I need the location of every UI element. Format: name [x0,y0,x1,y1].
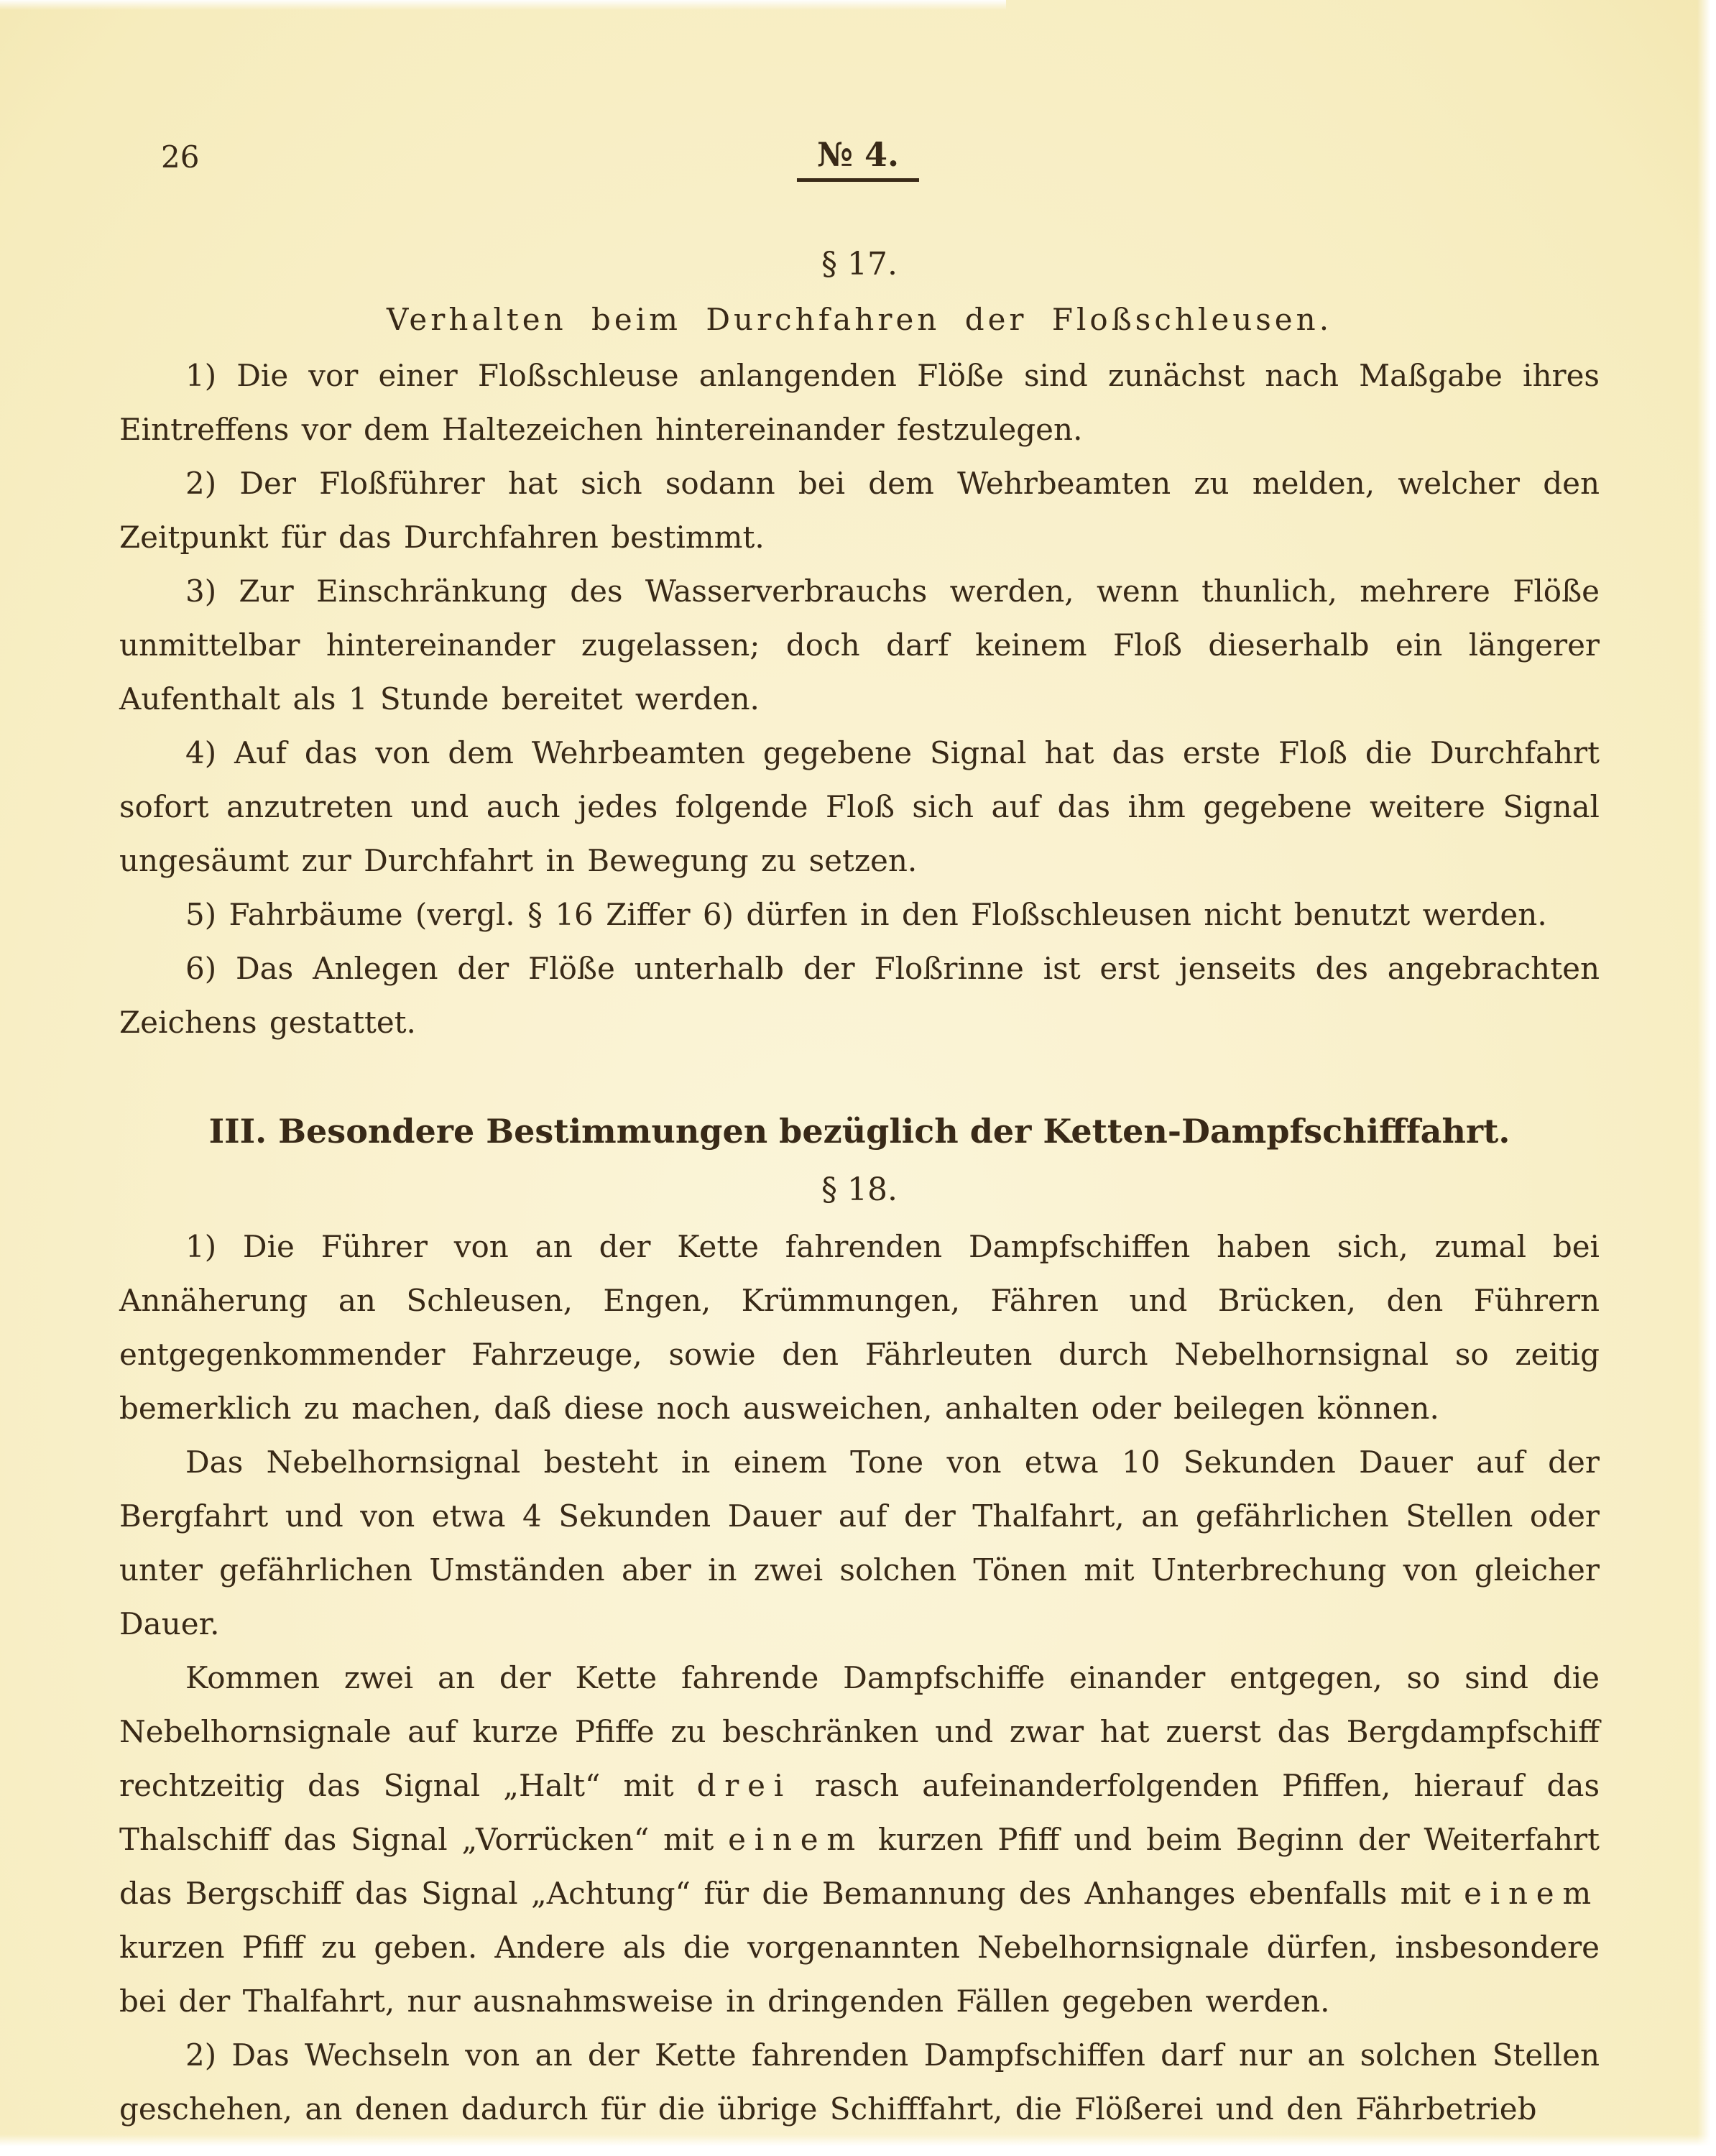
paragraph: 1) Die vor einer Floßschleuse anlangenden Flöße sind zunächst nach Maßgabe ihres Eintreffens vor dem Haltezeichen hintereinander festzulegen. [119,358,1600,447]
paragraph-segment: Kommen zwei an der Kette fahrende Dampfschiffe einander entgegen, so sind die Nebelhornsignale auf kurze Pfiffe zu beschränken und zwar hat zuerst das Bergdampfschiff rechtzeitig das Signal „Halt“ mit [119,1660,1600,1803]
paragraph-segment: kurzen Pfiff und beim Beginn der Weiterfahrt das Bergschiff das Signal „Achtung“ für die Bemannung des Anhanges ebenfalls mit [119,1822,1600,1911]
section-3-heading: III. Besondere Bestimmungen bezüglich der Ketten-Dampfschifffahrt. [208,1112,1510,1151]
page-number: 26 [161,139,200,175]
section-17-label: § 17. [821,246,898,282]
emphasized-word: einem [728,1822,864,1857]
paragraph: 2) Das Wechseln von an der Kette fahrenden Dampfschiffen darf nur an solchen Stellen geschehen, an denen dadurch für die übrige Schifffahrt, die Flößerei und den Fährbetrieb [119,2037,1600,2127]
paragraph [119,1651,1600,2028]
scan-edge-bottom [0,2134,1716,2156]
emphasized-word: einem [1464,1876,1600,1911]
paragraph: Das Nebelhornsignal besteht in einem Tone von etwa 10 Sekunden Dauer auf der Bergfahrt und von etwa 4 Sekunden Dauer auf der Thalfahrt, an gefährlichen Stellen oder unter gefährlichen Umständen aber in zwei solchen Tönen mit Unterbrechung von gleicher Dauer. [119,1445,1600,1641]
emphasized-word: drei [696,1768,792,1803]
paragraph: 4) Auf das von dem Wehrbeamten gegebene Signal hat das erste Floß die Durchfahrt sofort anzutreten und auch jedes folgende Floß sich auf das ihm gegebene weitere Signal ungesäumt zur Durchfahrt in Bewegung zu setzen. [119,735,1600,878]
masthead [0,0,1716,237]
paragraph-segment: kurzen Pfiff zu geben. Andere als die vorgenannten Nebelhornsignale dürfen, insbesondere bei der Thalfahrt, nur ausnahmsweise in dringenden Fällen gegeben werden. [119,1930,1600,2019]
paragraph: 5) Fahrbäume (vergl. § 16 Ziffer 6) dürfen in den Floßschleusen nicht benutzt werden. [185,897,1547,932]
page-content [0,237,1716,2136]
section-17-title: Verhalten beim Durchfahren der Floßschleusen. [386,302,1333,337]
paragraph: 6) Das Anlegen der Flöße unterhalb der Floßrinne ist erst jenseits des angebrachten Zeichens gestattet. [119,951,1600,1040]
section-18-label: § 18. [821,1171,898,1208]
issue-header: № 4. [797,138,919,182]
paragraph-segment: rasch aufeinanderfolgenden Pfiffen, hierauf das Thalschiff das Signal „Vorrücken“ mit [119,1768,1600,1857]
paragraph: 1) Die Führer von an der Kette fahrenden Dampfschiffen haben sich, zumal bei Annäherung an Schleusen, Engen, Krümmungen, Fähren und Brücken, den Führern entgegenkommender Fahrzeuge, sowie den Fährleuten durch Nebelhornsignal so zeitig bemerklich zu machen, daß diese noch ausweichen, anhalten oder beilegen können. [119,1229,1600,1426]
paragraph: 3) Zur Einschränkung des Wasserverbrauchs werden, wenn thunlich, mehrere Flöße unmittelbar hintereinander zugelassen; doch darf keinem Floß dieserhalb ein längerer Aufenthalt als 1 Stunde bereitet werden. [119,573,1600,717]
paragraph: 2) Der Floßführer hat sich sodann bei dem Wehrbeamten zu melden, welcher den Zeitpunkt für das Durchfahren bestimmt. [119,466,1600,555]
